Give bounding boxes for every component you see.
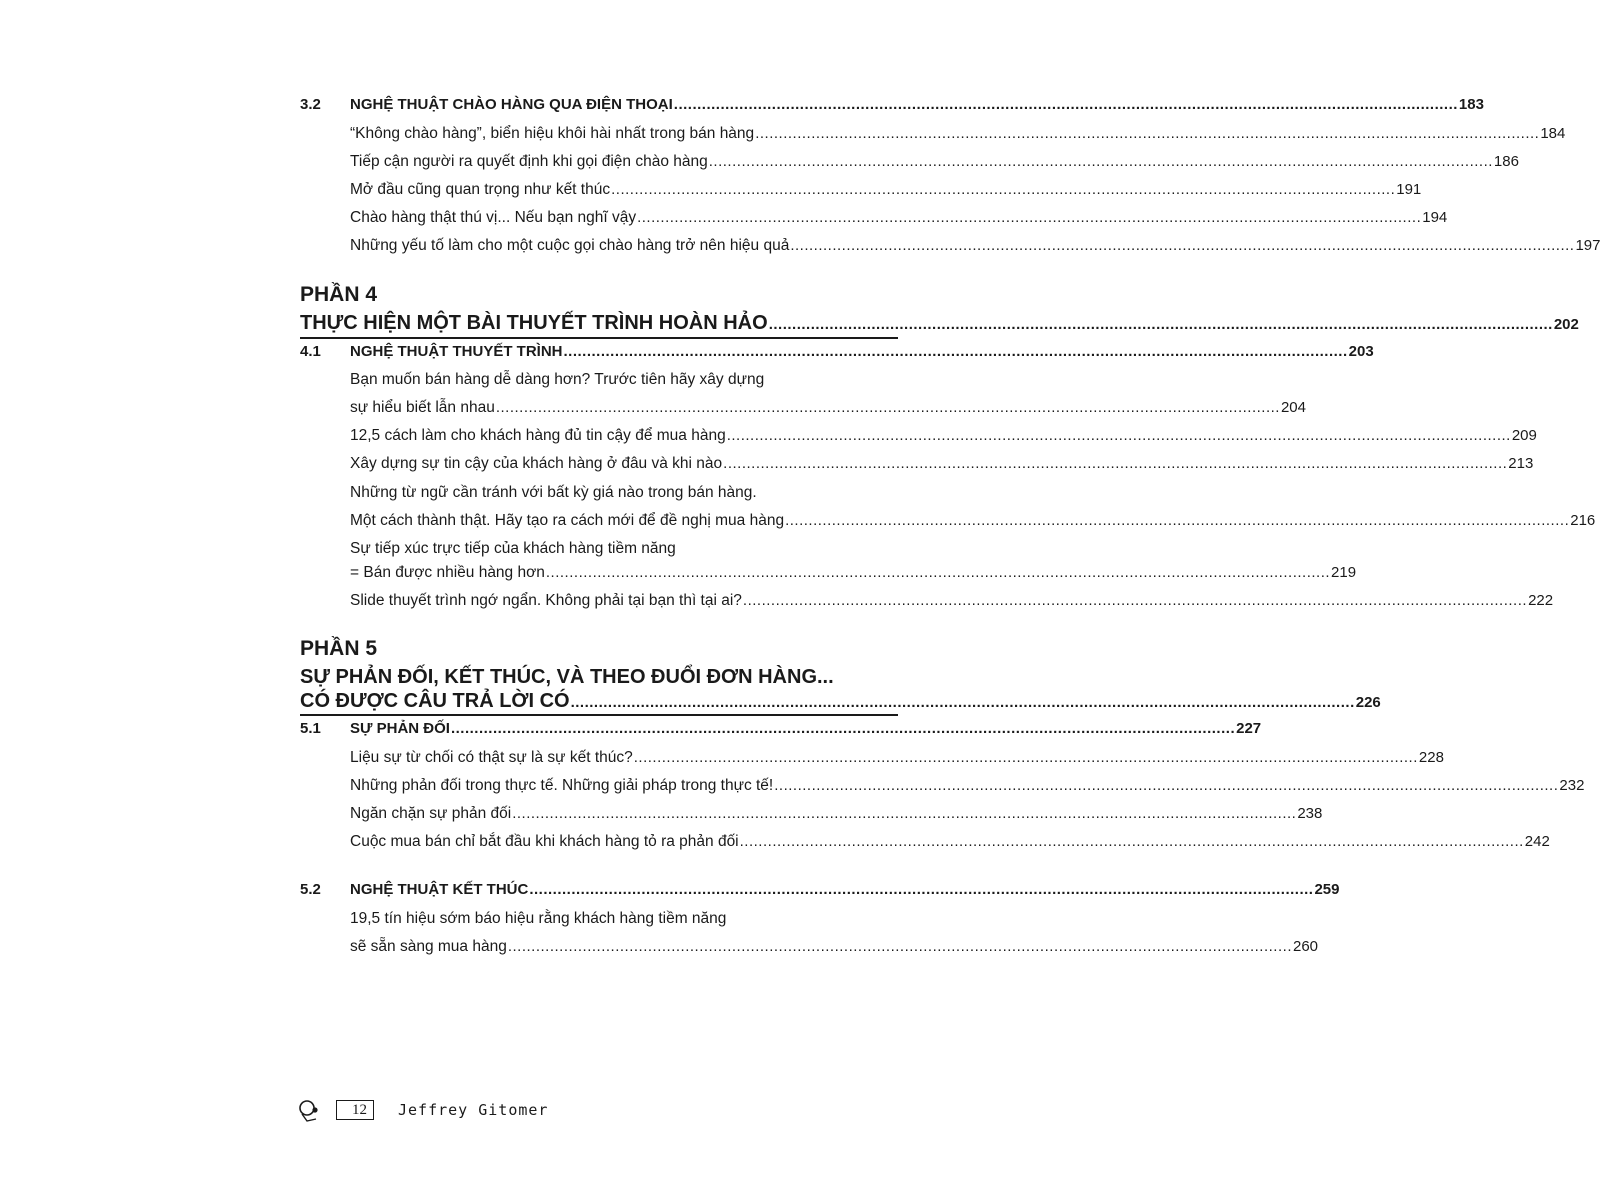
toc-section-5-2 — [300, 881, 1340, 898]
toc-item — [350, 153, 1519, 171]
part-title: SỰ PHẢN ĐỐI, KẾT THÚC, VÀ THEO ĐUỔI ĐƠN HÀNG... — [300, 666, 834, 688]
dot-leader: ........................................................................................................................................................................ — [739, 833, 1524, 850]
toc-item — [350, 805, 1323, 823]
item-title: Mở đầu cũng quan trọng như kết thúc — [350, 181, 611, 198]
toc-item — [350, 512, 1596, 530]
item-title: 12,5 cách làm cho khách hàng đủ tin cậy để mua hàng — [350, 427, 726, 444]
part-title: CÓ ĐƯỢC CÂU TRẢ LỜI CÓ — [300, 690, 570, 712]
dot-leader: ........................................................................................................................................................................ — [450, 720, 1236, 737]
dot-leader: ........................................................................................................................................................................ — [708, 153, 1493, 170]
page-number: 219 — [1331, 564, 1357, 581]
page-number: 228 — [1418, 749, 1444, 766]
section-title: NGHỆ THUẬT THUYẾT TRÌNH — [350, 343, 563, 360]
page-number: 242 — [1524, 833, 1550, 850]
dot-leader: ........................................................................................................................................................................ — [768, 316, 1553, 333]
item-title: sẽ sẵn sàng mua hàng — [350, 938, 507, 955]
item-title: Ngăn chặn sự phản đối — [350, 805, 512, 822]
page-number: 222 — [1528, 592, 1554, 609]
dot-leader: ........................................................................................................................................................................ — [529, 881, 1314, 898]
page-number: 183 — [1458, 96, 1484, 113]
item-title: = Bán được nhiều hàng hơn — [350, 564, 545, 581]
dot-leader: ........................................................................................................................................................................ — [673, 96, 1458, 113]
dot-leader: ........................................................................................................................................................................ — [637, 209, 1422, 226]
part-title-row — [300, 312, 1579, 335]
dot-leader: ........................................................................................................................................................................ — [790, 237, 1575, 254]
page-number: 216 — [1570, 512, 1596, 529]
dot-leader: ........................................................................................................................................................................ — [611, 181, 1396, 198]
section-title: NGHỆ THUẬT KẾT THÚC — [350, 881, 529, 898]
part-label: PHẦN 5 — [300, 637, 378, 660]
page-number: 191 — [1396, 181, 1422, 198]
dot-leader: ........................................................................................................................................................................ — [563, 343, 1348, 360]
item-title: Slide thuyết trình ngớ ngẩn. Không phải tại bạn thì tại ai? — [350, 592, 742, 609]
page-number: 186 — [1493, 153, 1519, 170]
item-title-line: Những từ ngữ cần tránh với bất kỳ giá nào trong bán hàng. — [350, 484, 757, 501]
toc-item — [350, 564, 1357, 582]
toc-item — [350, 592, 1554, 610]
dot-leader: ........................................................................................................................................................................ — [723, 455, 1508, 472]
toc-item — [350, 237, 1601, 255]
page-number: 213 — [1508, 455, 1534, 472]
dot-leader: ........................................................................................................................................................................ — [774, 777, 1559, 794]
section-number: 3.2 — [300, 96, 321, 113]
page-footer — [298, 1097, 548, 1123]
item-title: sự hiểu biết lẫn nhau — [350, 399, 495, 416]
page-number: 204 — [1280, 399, 1306, 416]
item-title-line: Bạn muốn bán hàng dễ dàng hơn? Trước tiên hãy xây dựng — [350, 371, 765, 388]
section-number: 5.1 — [300, 720, 321, 737]
toc-item — [350, 181, 1422, 199]
item-title: Chào hàng thật thú vị... Nếu bạn nghĩ vậy — [350, 209, 637, 226]
section-number: 5.2 — [300, 881, 321, 898]
page-number: 197 — [1575, 237, 1601, 254]
page-number: 260 — [1292, 938, 1319, 955]
page-number: 226 — [1355, 694, 1381, 711]
toc-section-3-2 — [300, 96, 1484, 113]
dot-leader: ........................................................................................................................................................................ — [633, 749, 1418, 766]
item-title: Liệu sự từ chối có thật sự là sự kết thúc? — [350, 749, 633, 766]
part-label: PHẦN 4 — [300, 283, 378, 306]
toc-section-4-1 — [300, 343, 1374, 360]
author-name: Jeffrey Gitomer — [398, 1101, 549, 1119]
item-title: Những yếu tố làm cho một cuộc gọi chào hàng trở nên hiệu quả — [350, 237, 790, 254]
item-title-line: Sự tiếp xúc trực tiếp của khách hàng tiềm năng — [350, 540, 676, 557]
section-title: SỰ PHẢN ĐỐI — [350, 720, 450, 737]
page-number: 209 — [1511, 427, 1537, 444]
item-title: Những phản đối trong thực tế. Những giải pháp trong thực tế! — [350, 777, 774, 794]
toc-section-5-1 — [300, 720, 1262, 737]
toc-item — [350, 777, 1585, 795]
toc-item — [350, 399, 1306, 417]
part-title: THỰC HIỆN MỘT BÀI THUYẾT TRÌNH HOÀN HẢO — [300, 312, 768, 334]
dot-leader: ........................................................................................................................................................................ — [507, 938, 1292, 955]
divider — [300, 714, 898, 716]
dot-leader: ........................................................................................................................................................................ — [785, 512, 1570, 529]
toc-item — [350, 833, 1550, 851]
item-title: “Không chào hàng”, biển hiệu khôi hài nhất trong bán hàng — [350, 125, 755, 142]
section-title: NGHỆ THUẬT CHÀO HÀNG QUA ĐIỆN THOẠI — [350, 96, 673, 113]
divider — [300, 337, 898, 339]
dot-leader: ........................................................................................................................................................................ — [742, 592, 1528, 609]
item-title: Cuộc mua bán chỉ bắt đầu khi khách hàng tỏ ra phản đối — [350, 833, 739, 850]
dot-leader: ........................................................................................................................................................................ — [512, 805, 1297, 822]
item-title: Một cách thành thật. Hãy tạo ra cách mới để đề nghị mua hàng — [350, 512, 785, 529]
page-number-box — [336, 1100, 374, 1120]
dot-leader: ........................................................................................................................................................................ — [726, 427, 1511, 444]
page-number: 227 — [1236, 720, 1262, 737]
toc-item — [350, 455, 1534, 473]
item-title-line: 19,5 tín hiệu sớm báo hiệu rằng khách hàng tiềm năng — [350, 910, 727, 927]
page-number: 194 — [1422, 209, 1448, 226]
toc-item — [350, 749, 1444, 767]
magnifier-tag-icon — [298, 1097, 324, 1123]
page-number: 259 — [1314, 881, 1340, 898]
part-title-row — [300, 690, 1381, 713]
page-number: 202 — [1553, 316, 1579, 333]
toc-item — [350, 427, 1537, 445]
dot-leader: ........................................................................................................................................................................ — [545, 564, 1331, 581]
item-title: Tiếp cận người ra quyết định khi gọi điện chào hàng — [350, 153, 708, 170]
footer-page-number: 12 — [352, 1101, 367, 1118]
page-number: 238 — [1297, 805, 1323, 822]
page-number: 232 — [1559, 777, 1585, 794]
dot-leader: ........................................................................................................................................................................ — [755, 125, 1540, 142]
dot-leader: ........................................................................................................................................................................ — [570, 694, 1355, 711]
item-title: Xây dựng sự tin cậy của khách hàng ở đâu và khi nào — [350, 455, 723, 472]
toc-item — [350, 938, 1319, 956]
dot-leader: ........................................................................................................................................................................ — [495, 399, 1280, 416]
page-number: 184 — [1540, 125, 1566, 142]
page-number: 203 — [1348, 343, 1374, 360]
toc-item — [350, 209, 1448, 227]
section-number: 4.1 — [300, 343, 321, 360]
toc-item — [350, 125, 1566, 143]
